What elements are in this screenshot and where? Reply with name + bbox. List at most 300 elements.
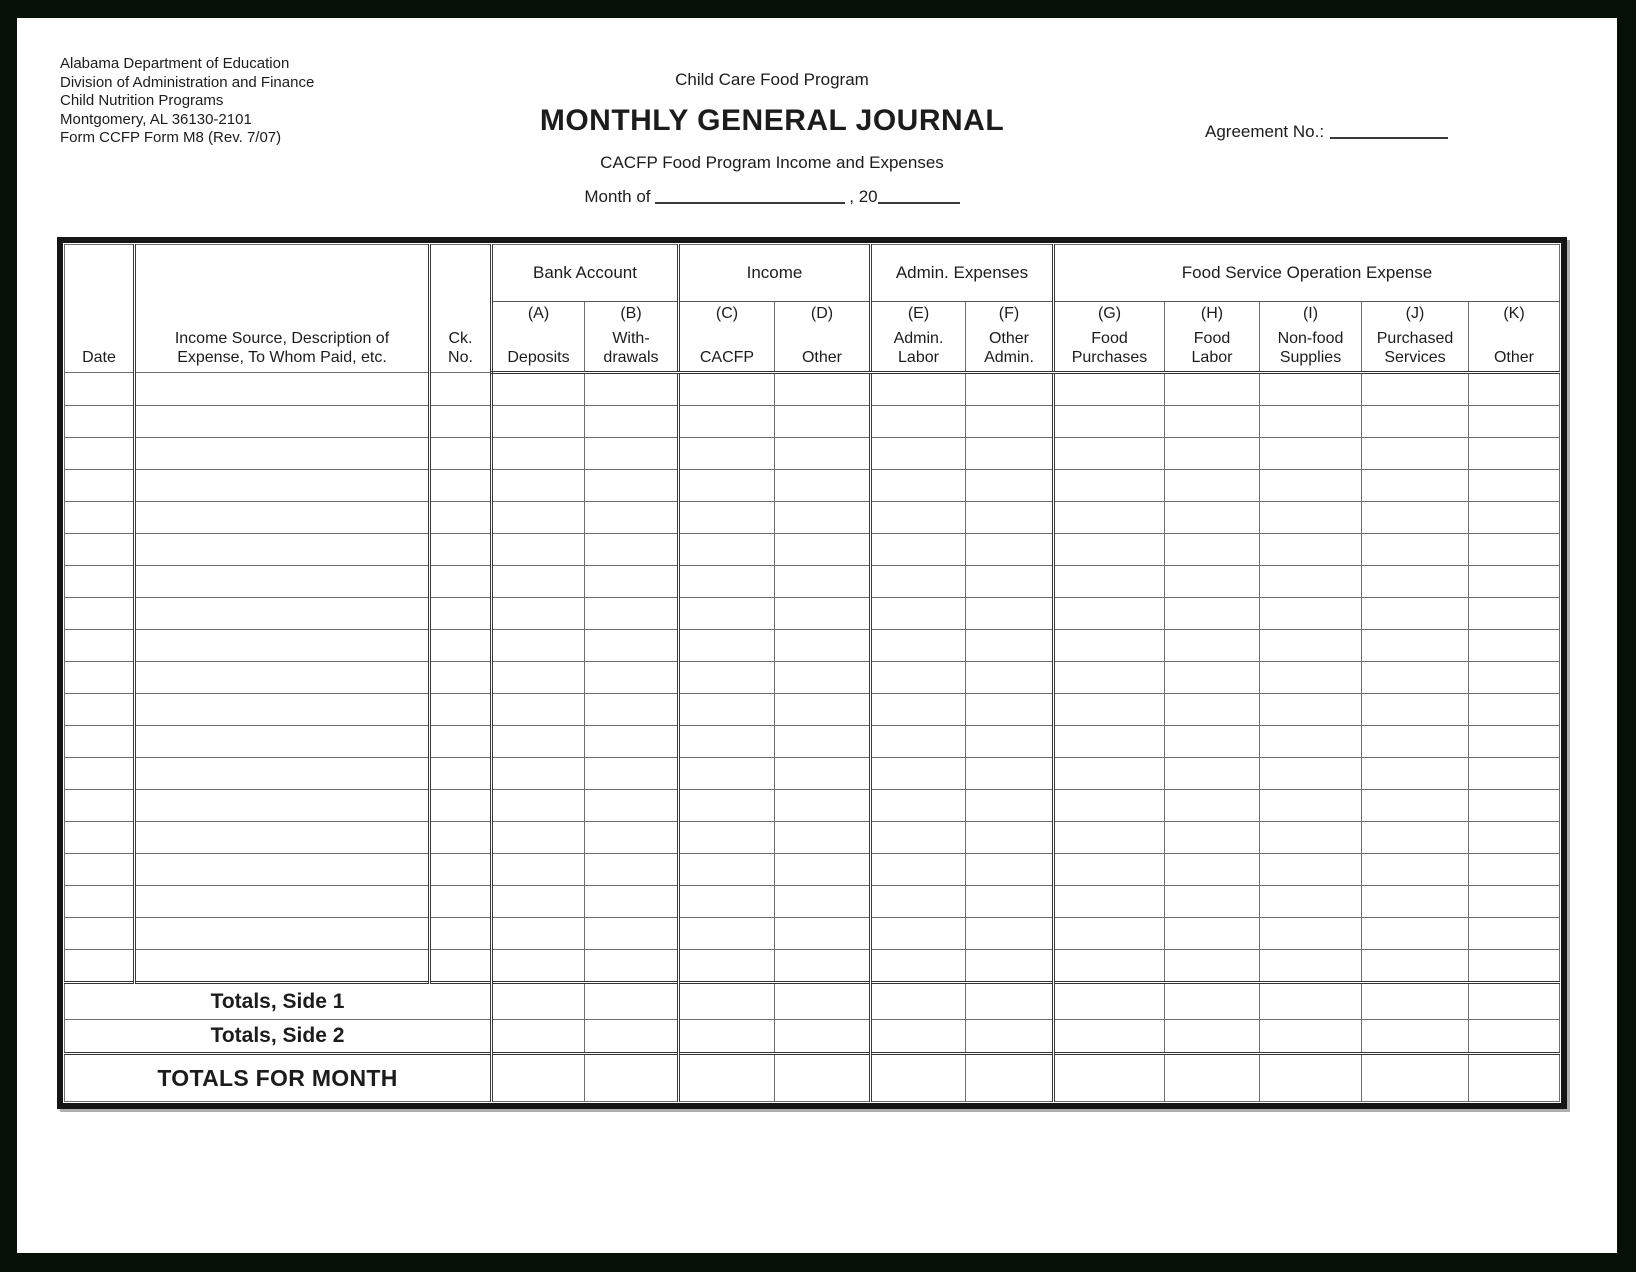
col-header-ck-no: Ck. No. [430, 245, 492, 373]
entry-cell-purchased_services [1362, 822, 1469, 854]
entry-row [65, 566, 1560, 598]
entry-cell-date [65, 918, 135, 950]
entry-cell-other_income [775, 886, 871, 918]
group-header-admin-expenses: Admin. Expenses [871, 245, 1054, 302]
entry-cell-other_income [775, 373, 871, 406]
entry-cell-ck_no [430, 470, 492, 502]
entry-cell-food_purchases [1054, 950, 1165, 983]
entry-cell-nonfood_supplies [1260, 886, 1362, 918]
entry-cell-deposits [492, 630, 585, 662]
entry-cell-deposits [492, 438, 585, 470]
entry-cell-other_admin [966, 790, 1054, 822]
entry-cell-food_purchases [1054, 566, 1165, 598]
entry-cell-deposits [492, 918, 585, 950]
entry-cell-withdrawals [585, 406, 679, 438]
entry-cell-description [135, 373, 430, 406]
entry-cell-description [135, 822, 430, 854]
totals-cell-withdrawals [585, 983, 679, 1020]
entry-cell-other_expense [1469, 950, 1560, 983]
entry-cell-other_admin [966, 438, 1054, 470]
entry-cell-admin_labor [871, 662, 966, 694]
entry-cell-other_income [775, 822, 871, 854]
entry-cell-cacfp [679, 886, 775, 918]
entry-cell-nonfood_supplies [1260, 854, 1362, 886]
entry-cell-purchased_services [1362, 950, 1469, 983]
entry-row [65, 502, 1560, 534]
totals-cell-withdrawals [585, 1054, 679, 1102]
entry-cell-food_labor [1165, 373, 1260, 406]
totals-cell-other_income [775, 983, 871, 1020]
entry-cell-withdrawals [585, 822, 679, 854]
col-header-cacfp: (C) CACFP [679, 302, 775, 373]
entry-cell-ck_no [430, 950, 492, 983]
entry-cell-description [135, 950, 430, 983]
entry-cell-other_admin [966, 854, 1054, 886]
entry-cell-date [65, 822, 135, 854]
entry-cell-food_labor [1165, 470, 1260, 502]
entry-cell-ck_no [430, 662, 492, 694]
entry-cell-food_labor [1165, 566, 1260, 598]
entry-cell-other_income [775, 726, 871, 758]
entry-cell-cacfp [679, 758, 775, 790]
entry-cell-nonfood_supplies [1260, 406, 1362, 438]
entry-cell-date [65, 406, 135, 438]
entry-cell-admin_labor [871, 854, 966, 886]
entry-cell-other_income [775, 630, 871, 662]
entry-cell-deposits [492, 758, 585, 790]
totals-cell-deposits [492, 983, 585, 1020]
col-header-food-labor: (H) Food Labor [1165, 302, 1260, 373]
entry-cell-ck_no [430, 854, 492, 886]
entry-cell-other_expense [1469, 630, 1560, 662]
entry-cell-description [135, 406, 430, 438]
entry-cell-withdrawals [585, 726, 679, 758]
entry-cell-food_purchases [1054, 662, 1165, 694]
entry-row [65, 854, 1560, 886]
entry-cell-food_purchases [1054, 470, 1165, 502]
entry-cell-other_income [775, 950, 871, 983]
entry-cell-withdrawals [585, 373, 679, 406]
entry-row [65, 726, 1560, 758]
col-header-withdrawals: (B) With- drawals [585, 302, 679, 373]
entry-row [65, 438, 1560, 470]
entry-cell-description [135, 886, 430, 918]
totals-cell-nonfood_supplies [1260, 1054, 1362, 1102]
entry-cell-date [65, 790, 135, 822]
entry-cell-food_labor [1165, 438, 1260, 470]
entry-cell-food_purchases [1054, 502, 1165, 534]
entry-cell-date [65, 438, 135, 470]
totals-cell-admin_labor [871, 1054, 966, 1102]
entry-cell-description [135, 790, 430, 822]
totals-cell-other_expense [1469, 983, 1560, 1020]
entry-cell-other_expense [1469, 822, 1560, 854]
entry-cell-nonfood_supplies [1260, 630, 1362, 662]
totals-cell-food_labor [1165, 983, 1260, 1020]
journal-table [57, 237, 1567, 1109]
entry-cell-description [135, 566, 430, 598]
entry-cell-other_expense [1469, 662, 1560, 694]
entry-cell-nonfood_supplies [1260, 950, 1362, 983]
entry-cell-ck_no [430, 438, 492, 470]
entry-cell-ck_no [430, 758, 492, 790]
entry-cell-cacfp [679, 438, 775, 470]
entry-cell-deposits [492, 950, 585, 983]
totals-cell-cacfp [679, 1020, 775, 1054]
month-blank-field [655, 188, 845, 204]
entry-cell-other_income [775, 470, 871, 502]
agreement-no-line [1205, 122, 1448, 142]
entry-cell-admin_labor [871, 470, 966, 502]
entry-cell-cacfp [679, 790, 775, 822]
totals-cell-other_income [775, 1020, 871, 1054]
entry-cell-other_admin [966, 918, 1054, 950]
entry-cell-nonfood_supplies [1260, 662, 1362, 694]
totals-cell-food_purchases [1054, 983, 1165, 1020]
entry-cell-ck_no [430, 373, 492, 406]
entry-cell-description [135, 502, 430, 534]
entry-cell-other_admin [966, 406, 1054, 438]
entry-cell-ck_no [430, 822, 492, 854]
entry-cell-date [65, 566, 135, 598]
entry-cell-deposits [492, 886, 585, 918]
entry-cell-food_purchases [1054, 598, 1165, 630]
totals-cell-food_labor [1165, 1054, 1260, 1102]
totals-for-month-row [65, 1054, 1560, 1102]
entry-cell-other_expense [1469, 406, 1560, 438]
totals-cell-purchased_services [1362, 1020, 1469, 1054]
entry-cell-other_expense [1469, 470, 1560, 502]
entry-cell-purchased_services [1362, 662, 1469, 694]
entry-cell-other_expense [1469, 534, 1560, 566]
entry-cell-purchased_services [1362, 790, 1469, 822]
entry-cell-other_admin [966, 694, 1054, 726]
entry-cell-admin_labor [871, 694, 966, 726]
entry-cell-ck_no [430, 694, 492, 726]
entry-cell-date [65, 854, 135, 886]
entry-cell-admin_labor [871, 726, 966, 758]
entry-cell-date [65, 630, 135, 662]
entry-cell-date [65, 662, 135, 694]
entry-cell-cacfp [679, 566, 775, 598]
col-header-other-admin: (F) Other Admin. [966, 302, 1054, 373]
entry-cell-description [135, 534, 430, 566]
entry-cell-other_expense [1469, 854, 1560, 886]
totals-cell-food_purchases [1054, 1054, 1165, 1102]
entry-cell-admin_labor [871, 918, 966, 950]
entry-cell-other_expense [1469, 502, 1560, 534]
entry-cell-other_admin [966, 373, 1054, 406]
entry-cell-purchased_services [1362, 406, 1469, 438]
totals-cell-cacfp [679, 983, 775, 1020]
entry-cell-nonfood_supplies [1260, 598, 1362, 630]
entry-cell-deposits [492, 566, 585, 598]
entry-cell-date [65, 694, 135, 726]
entry-cell-nonfood_supplies [1260, 534, 1362, 566]
journal-grid [64, 244, 1560, 1102]
entry-cell-withdrawals [585, 854, 679, 886]
col-header-other-income: (D) Other [775, 302, 871, 373]
entry-row [65, 630, 1560, 662]
entry-cell-ck_no [430, 406, 492, 438]
entry-row [65, 886, 1560, 918]
agreement-blank-field [1330, 123, 1448, 139]
entry-cell-cacfp [679, 470, 775, 502]
col-header-food-purchases: (G) Food Purchases [1054, 302, 1165, 373]
entry-cell-nonfood_supplies [1260, 373, 1362, 406]
entry-cell-description [135, 662, 430, 694]
col-header-other-expense: (K) Other [1469, 302, 1560, 373]
agreement-label: Agreement No.: [1205, 122, 1325, 141]
entry-cell-nonfood_supplies [1260, 822, 1362, 854]
entry-cell-other_income [775, 790, 871, 822]
totals-cell-purchased_services [1362, 983, 1469, 1020]
entry-cell-withdrawals [585, 790, 679, 822]
entry-cell-admin_labor [871, 502, 966, 534]
entry-cell-other_income [775, 918, 871, 950]
entry-cell-purchased_services [1362, 502, 1469, 534]
entry-cell-deposits [492, 694, 585, 726]
entry-cell-admin_labor [871, 566, 966, 598]
entry-cell-other_income [775, 662, 871, 694]
entry-row [65, 694, 1560, 726]
entry-cell-purchased_services [1362, 854, 1469, 886]
entry-cell-date [65, 950, 135, 983]
entry-cell-nonfood_supplies [1260, 758, 1362, 790]
entry-cell-other_admin [966, 822, 1054, 854]
col-header-admin-labor: (E) Admin. Labor [871, 302, 966, 373]
entry-cell-nonfood_supplies [1260, 790, 1362, 822]
entry-cell-ck_no [430, 790, 492, 822]
entry-cell-date [65, 886, 135, 918]
totals-for-month-label: TOTALS FOR MONTH [65, 1054, 492, 1102]
entry-cell-date [65, 598, 135, 630]
month-line [17, 187, 1527, 207]
totals-side-1-row [65, 983, 1560, 1020]
entry-cell-admin_labor [871, 822, 966, 854]
entry-cell-other_admin [966, 502, 1054, 534]
entry-cell-withdrawals [585, 566, 679, 598]
entry-cell-deposits [492, 598, 585, 630]
group-header-income: Income [679, 245, 871, 302]
entry-cell-food_purchases [1054, 438, 1165, 470]
entry-cell-date [65, 758, 135, 790]
entry-cell-withdrawals [585, 758, 679, 790]
entry-cell-cacfp [679, 598, 775, 630]
entry-cell-other_admin [966, 470, 1054, 502]
entry-cell-cacfp [679, 950, 775, 983]
agency-line: Division of Administration and Finance [60, 73, 315, 91]
entry-cell-withdrawals [585, 694, 679, 726]
entry-cell-deposits [492, 662, 585, 694]
entry-cell-deposits [492, 373, 585, 406]
entry-cell-food_labor [1165, 854, 1260, 886]
entry-cell-ck_no [430, 918, 492, 950]
entry-cell-other_expense [1469, 918, 1560, 950]
program-name: Child Care Food Program [675, 70, 869, 89]
page-title: MONTHLY GENERAL JOURNAL [539, 104, 1005, 137]
year-blank-field [878, 188, 960, 204]
agency-line: Child Nutrition Programs [60, 92, 224, 110]
entry-cell-cacfp [679, 726, 775, 758]
entry-cell-cacfp [679, 630, 775, 662]
entry-cell-admin_labor [871, 406, 966, 438]
entry-cell-deposits [492, 534, 585, 566]
entry-cell-purchased_services [1362, 438, 1469, 470]
entry-cell-purchased_services [1362, 373, 1469, 406]
entry-cell-withdrawals [585, 886, 679, 918]
entry-cell-withdrawals [585, 918, 679, 950]
entry-cell-other_income [775, 406, 871, 438]
entry-cell-withdrawals [585, 470, 679, 502]
entry-cell-withdrawals [585, 534, 679, 566]
entry-cell-other_admin [966, 630, 1054, 662]
group-header-bank-account: Bank Account [492, 245, 679, 302]
entry-cell-other_admin [966, 726, 1054, 758]
entry-row [65, 918, 1560, 950]
form-page [17, 18, 1617, 1253]
entry-cell-other_expense [1469, 726, 1560, 758]
entry-cell-food_labor [1165, 918, 1260, 950]
entry-cell-admin_labor [871, 790, 966, 822]
entry-cell-deposits [492, 790, 585, 822]
entry-cell-food_purchases [1054, 822, 1165, 854]
entry-cell-other_income [775, 598, 871, 630]
entry-cell-ck_no [430, 502, 492, 534]
entry-cell-other_admin [966, 950, 1054, 983]
entry-cell-purchased_services [1362, 726, 1469, 758]
entry-cell-date [65, 534, 135, 566]
entry-cell-admin_labor [871, 630, 966, 662]
entry-cell-other_income [775, 438, 871, 470]
totals-cell-admin_labor [871, 1020, 966, 1054]
entry-row [65, 662, 1560, 694]
entry-cell-deposits [492, 822, 585, 854]
entry-cell-admin_labor [871, 950, 966, 983]
entry-cell-description [135, 918, 430, 950]
entry-row [65, 534, 1560, 566]
entry-cell-other_expense [1469, 694, 1560, 726]
entry-cell-deposits [492, 854, 585, 886]
entry-cell-cacfp [679, 373, 775, 406]
entry-cell-ck_no [430, 534, 492, 566]
entry-cell-food_purchases [1054, 758, 1165, 790]
totals-cell-nonfood_supplies [1260, 983, 1362, 1020]
entry-cell-description [135, 854, 430, 886]
col-header-date: Date [65, 245, 135, 373]
totals-cell-admin_labor [871, 983, 966, 1020]
entry-cell-withdrawals [585, 438, 679, 470]
entry-cell-food_labor [1165, 726, 1260, 758]
form-subtitle: CACFP Food Program Income and Expenses [600, 153, 944, 172]
entry-cell-cacfp [679, 534, 775, 566]
entry-cell-admin_labor [871, 438, 966, 470]
entry-cell-other_admin [966, 886, 1054, 918]
entry-row [65, 950, 1560, 983]
entry-cell-food_labor [1165, 886, 1260, 918]
totals-side-2-label: Totals, Side 2 [65, 1020, 492, 1054]
entry-row [65, 598, 1560, 630]
entry-cell-date [65, 373, 135, 406]
entry-cell-deposits [492, 502, 585, 534]
entry-cell-food_labor [1165, 598, 1260, 630]
entry-cell-date [65, 470, 135, 502]
entry-cell-ck_no [430, 566, 492, 598]
entry-cell-other_expense [1469, 438, 1560, 470]
agency-line: Montgomery, AL 36130-2101 [60, 110, 252, 128]
comma-20-label: , 20 [849, 187, 878, 206]
entry-cell-ck_no [430, 598, 492, 630]
entry-cell-food_purchases [1054, 534, 1165, 566]
totals-cell-other_admin [966, 983, 1054, 1020]
entry-cell-description [135, 438, 430, 470]
entry-cell-description [135, 470, 430, 502]
totals-cell-deposits [492, 1020, 585, 1054]
entry-cell-admin_labor [871, 598, 966, 630]
entry-cell-description [135, 694, 430, 726]
entry-cell-other_expense [1469, 373, 1560, 406]
entry-row [65, 758, 1560, 790]
entry-cell-nonfood_supplies [1260, 918, 1362, 950]
entry-cell-withdrawals [585, 598, 679, 630]
entry-cell-other_admin [966, 598, 1054, 630]
entry-row [65, 790, 1560, 822]
entry-cell-description [135, 758, 430, 790]
entry-cell-cacfp [679, 406, 775, 438]
entry-cell-other_expense [1469, 790, 1560, 822]
entry-cell-withdrawals [585, 630, 679, 662]
entry-cell-deposits [492, 726, 585, 758]
entry-cell-purchased_services [1362, 566, 1469, 598]
entry-cell-other_admin [966, 662, 1054, 694]
entry-cell-other_income [775, 854, 871, 886]
entry-cell-nonfood_supplies [1260, 726, 1362, 758]
entry-cell-cacfp [679, 694, 775, 726]
agency-line: Form CCFP Form M8 (Rev. 7/07) [60, 129, 282, 147]
entry-cell-food_purchases [1054, 918, 1165, 950]
entry-cell-food_purchases [1054, 373, 1165, 406]
entry-cell-food_labor [1165, 534, 1260, 566]
totals-cell-deposits [492, 1054, 585, 1102]
entry-cell-food_labor [1165, 950, 1260, 983]
entry-cell-other_income [775, 694, 871, 726]
entry-cell-withdrawals [585, 950, 679, 983]
entry-cell-purchased_services [1362, 918, 1469, 950]
group-header-food-service: Food Service Operation Expense [1054, 245, 1560, 302]
entry-cell-nonfood_supplies [1260, 438, 1362, 470]
entry-row [65, 822, 1560, 854]
entry-cell-admin_labor [871, 886, 966, 918]
entry-cell-nonfood_supplies [1260, 694, 1362, 726]
entry-cell-food_labor [1165, 822, 1260, 854]
entry-cell-food_labor [1165, 694, 1260, 726]
entry-cell-food_labor [1165, 630, 1260, 662]
entry-cell-ck_no [430, 886, 492, 918]
totals-cell-nonfood_supplies [1260, 1020, 1362, 1054]
entry-cell-date [65, 502, 135, 534]
entry-row [65, 373, 1560, 406]
entry-cell-deposits [492, 470, 585, 502]
entry-cell-other_expense [1469, 886, 1560, 918]
entry-cell-purchased_services [1362, 598, 1469, 630]
col-header-purchased-services: (J) Purchased Services [1362, 302, 1469, 373]
entry-cell-food_purchases [1054, 886, 1165, 918]
entry-cell-purchased_services [1362, 470, 1469, 502]
entry-cell-other_income [775, 566, 871, 598]
entry-cell-food_labor [1165, 758, 1260, 790]
entry-cell-description [135, 726, 430, 758]
entry-cell-nonfood_supplies [1260, 566, 1362, 598]
